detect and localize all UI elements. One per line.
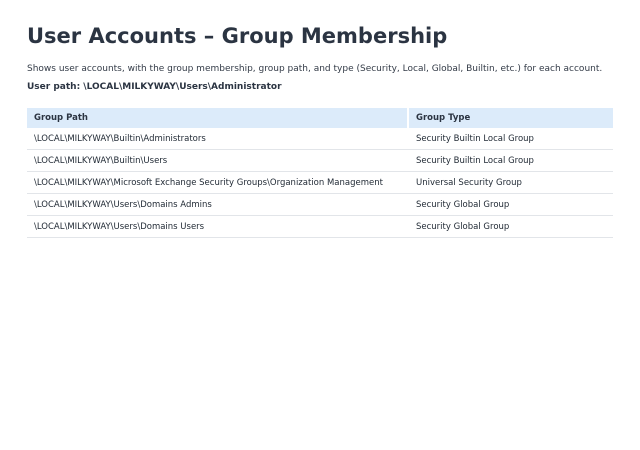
- table-row: [27, 216, 613, 238]
- column-header-group-path: Group Path: [27, 108, 409, 128]
- group-path-cell: \LOCAL\MILKYWAY\Users\Domains Admins: [27, 194, 409, 216]
- group-path-cell: \LOCAL\MILKYWAY\Builtin\Administrators: [27, 128, 409, 150]
- table-row: [27, 150, 613, 172]
- group-path-cell: \LOCAL\MILKYWAY\Builtin\Users: [27, 150, 409, 172]
- group-type-cell: Universal Security Group: [409, 172, 613, 194]
- report-description: Shows user accounts, with the group membership, group path, and type (Security, Local, Global, Builtin, etc.) for each account.: [27, 64, 603, 74]
- group-path-cell: \LOCAL\MILKYWAY\Microsoft Exchange Security Groups\Organization Management: [27, 172, 409, 194]
- group-type-cell: Security Builtin Local Group: [409, 128, 613, 150]
- table-header-row: [27, 108, 613, 128]
- group-path-cell: \LOCAL\MILKYWAY\Users\Domains Users: [27, 216, 409, 238]
- table-row: [27, 128, 613, 150]
- column-header-group-type: Group Type: [409, 108, 613, 128]
- group-type-cell: Security Builtin Local Group: [409, 150, 613, 172]
- table-row: [27, 172, 613, 194]
- group-membership-table: [27, 108, 613, 238]
- table-row: [27, 194, 613, 216]
- group-type-cell: Security Global Group: [409, 194, 613, 216]
- user-path: User path: \LOCAL\MILKYWAY\Users\Administrator: [27, 82, 282, 92]
- group-type-cell: Security Global Group: [409, 216, 613, 238]
- page-title: User Accounts – Group Membership: [27, 24, 448, 48]
